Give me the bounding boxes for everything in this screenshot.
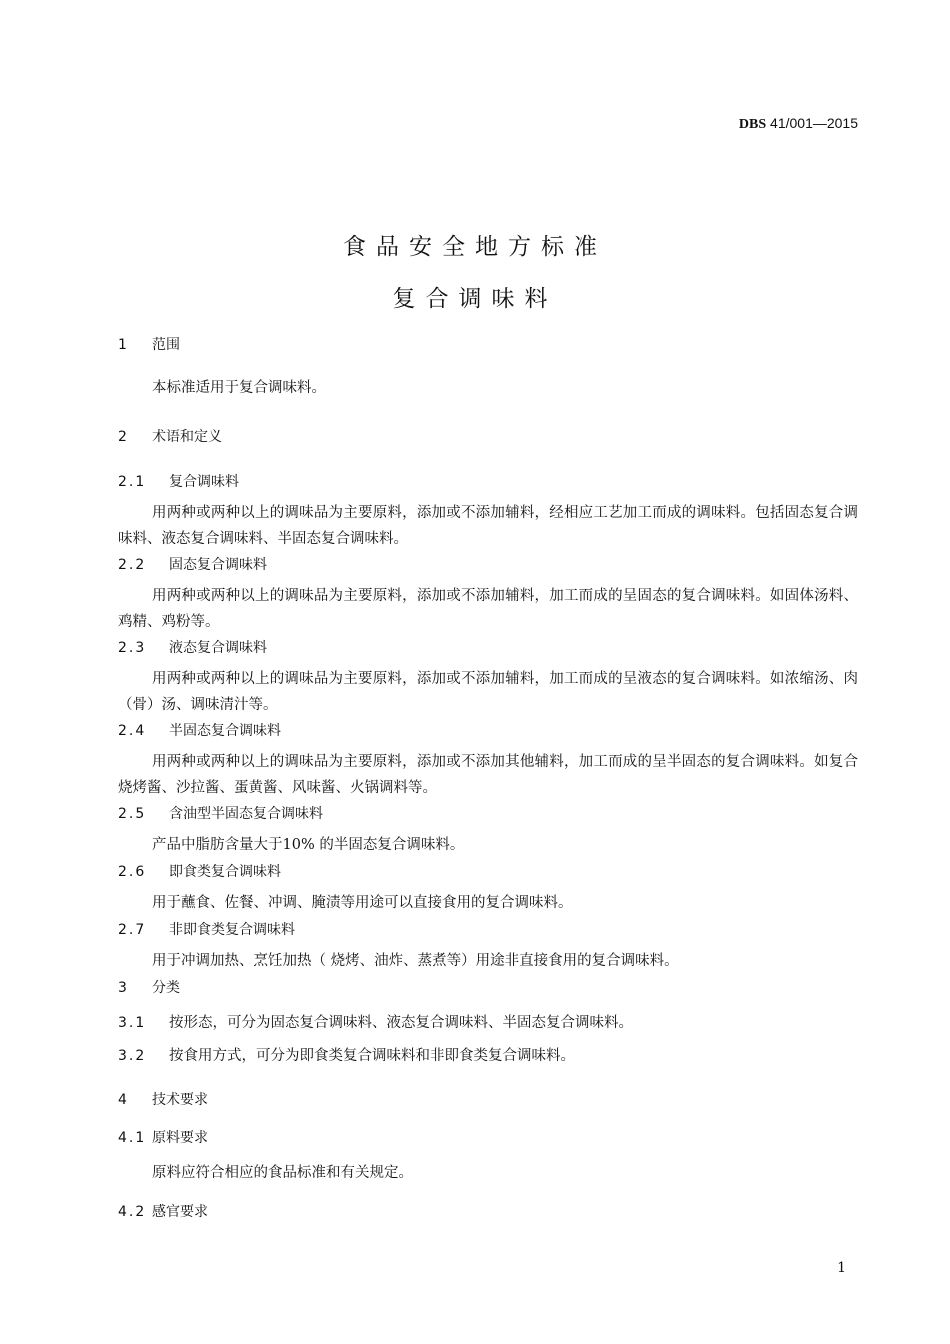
section-2-heading: 2 术语和定义 xyxy=(118,429,222,445)
standard-subtitle: 复合调味料 xyxy=(392,286,558,312)
section-2-1-heading: 2.1 复合调味料 xyxy=(118,474,239,490)
section-4-2-heading: 4.2 感官要求 xyxy=(118,1204,208,1220)
section-2-7-body: 用于冲调加热、烹饪加热（ 烧烤、油炸、蒸煮等）用途非直接食用的复合调味料。 xyxy=(152,953,679,969)
section-2-1-body: 用两种或两种以上的调味品为主要原料，添加或不添加辅料，经相应工艺加工而成的调味料。包括固态复合调味料、液态复合调味料、半固态复合调味料。 xyxy=(118,505,858,547)
section-2-3-heading: 2.3 液态复合调味料 xyxy=(118,640,267,656)
standard-title: 食品安全地方标准 xyxy=(343,234,607,260)
section-4-1-body: 原料应符合相应的食品标准和有关规定。 xyxy=(152,1165,413,1181)
section-2-4-heading: 2.4 半固态复合调味料 xyxy=(118,723,281,739)
page-number: 1 xyxy=(837,1260,846,1276)
section-2-3-body: 用两种或两种以上的调味品为主要原料，添加或不添加辅料，加工而成的呈液态的复合调味料。如浓缩汤、肉（骨）汤、调味清汁等。 xyxy=(118,671,858,713)
section-1-heading: 1 范围 xyxy=(118,337,180,353)
section-3-2: 3.2 按食用方式，可分为即食类复合调味料和非即食类复合调味料。 xyxy=(118,1048,575,1064)
section-3-1: 3.1 按形态，可分为固态复合调味料、液态复合调味料、半固态复合调味料。 xyxy=(118,1015,633,1031)
section-4-heading: 4 技术要求 xyxy=(118,1092,208,1108)
section-2-6-heading: 2.6 即食类复合调味料 xyxy=(118,864,281,880)
section-2-4-body: 用两种或两种以上的调味品为主要原料，添加或不添加其他辅料，加工而成的呈半固态的复合调味料。如复合烧烤酱、沙拉酱、蛋黄酱、风味酱、火锅调料等。 xyxy=(118,754,858,796)
section-1-body: 本标准适用于复合调味料。 xyxy=(152,380,326,396)
section-2-5-body: 产品中脂肪含量大于10% 的半固态复合调味料。 xyxy=(152,837,465,853)
section-2-7-heading: 2.7 非即食类复合调味料 xyxy=(118,922,295,938)
section-2-2-body: 用两种或两种以上的调味品为主要原料，添加或不添加辅料，加工而成的呈固态的复合调味料。如固体汤料、鸡精、鸡粉等。 xyxy=(118,588,858,630)
section-4-1-heading: 4.1 原料要求 xyxy=(118,1130,208,1146)
doc-number: 41/001—2015 xyxy=(766,115,858,131)
section-2-5-heading: 2.5 含油型半固态复合调味料 xyxy=(118,806,323,822)
section-3-heading: 3 分类 xyxy=(118,980,180,996)
doc-prefix: DBS xyxy=(738,117,767,132)
document-number xyxy=(739,115,858,133)
section-2-6-body: 用于蘸食、佐餐、冲调、腌渍等用途可以直接食用的复合调味料。 xyxy=(152,895,573,911)
section-2-2-heading: 2.2 固态复合调味料 xyxy=(118,557,267,573)
